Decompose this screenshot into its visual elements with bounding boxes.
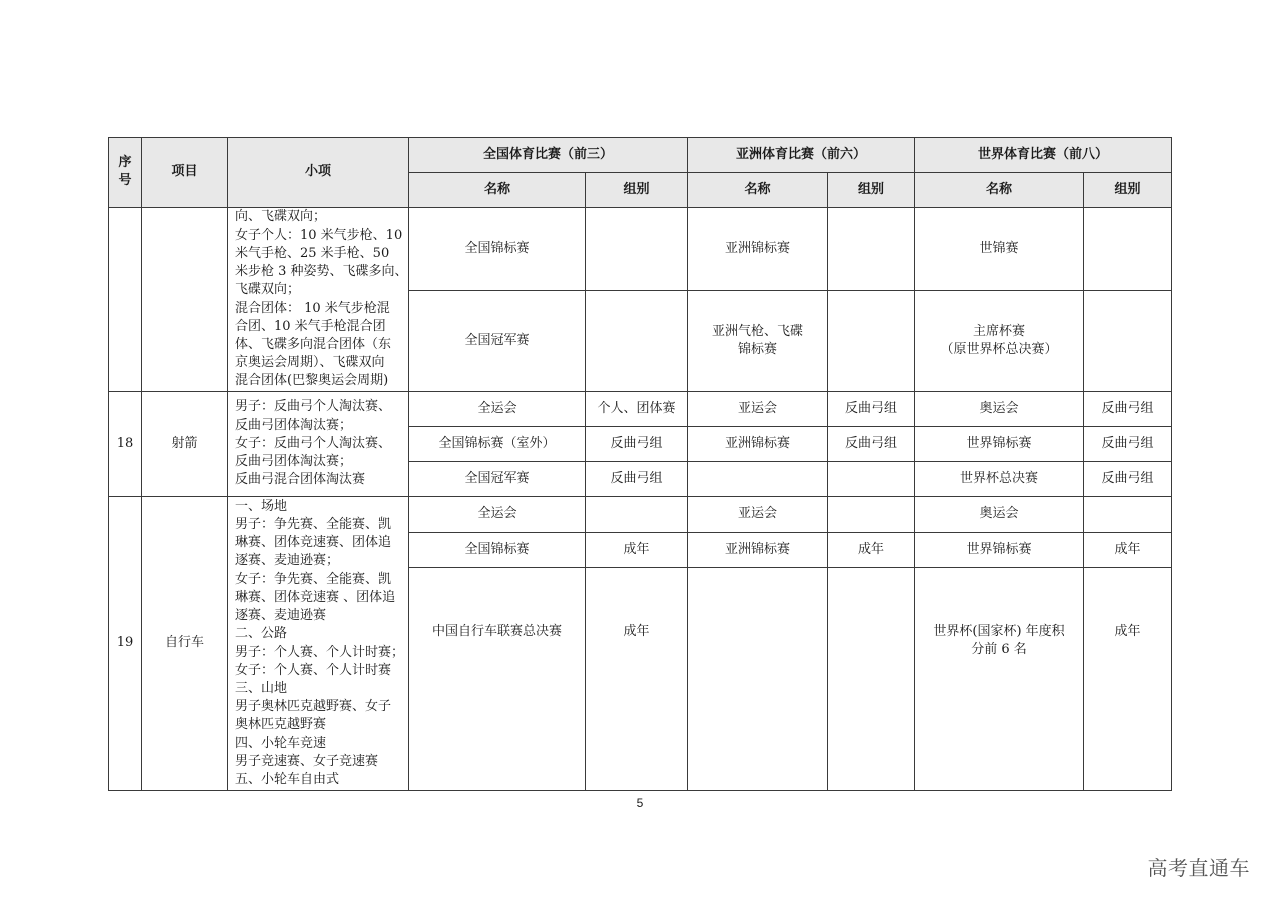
national-name-header: 名称 bbox=[409, 173, 586, 208]
national-group-cell bbox=[586, 497, 688, 533]
asia-name-cell: 亚运会 bbox=[688, 497, 828, 533]
asia-group-cell: 反曲弓组 bbox=[828, 427, 915, 462]
world-group-cell bbox=[1084, 497, 1172, 533]
asia-group-cell: 反曲弓组 bbox=[828, 392, 915, 427]
world-name-cell: 世界杯总决赛 bbox=[915, 462, 1084, 497]
asia-name-cell: 亚洲锦标赛 bbox=[688, 533, 828, 568]
national-name-cell: 全运会 bbox=[409, 497, 586, 533]
asia-competition-header: 亚洲体育比赛（前六） bbox=[688, 138, 915, 173]
world-name-cell: 世界锦标赛 bbox=[915, 427, 1084, 462]
national-group-cell: 成年 bbox=[586, 533, 688, 568]
world-name-cell: 奥运会 bbox=[915, 497, 1084, 533]
asia-name-cell: 亚运会 bbox=[688, 392, 828, 427]
asia-group-cell bbox=[828, 462, 915, 497]
national-name-cell: 全国锦标赛（室外） bbox=[409, 427, 586, 462]
world-name-cell: 世界杯(国家杯) 年度积 分前 6 名 bbox=[915, 568, 1084, 791]
national-group-cell: 个人、团体赛 bbox=[586, 392, 688, 427]
national-name-cell: 全国冠军赛 bbox=[409, 462, 586, 497]
national-name-cell: 全运会 bbox=[409, 392, 586, 427]
seq-cell bbox=[109, 208, 142, 392]
asia-name-cell bbox=[688, 568, 828, 791]
asia-name-cell: 亚洲锦标赛 bbox=[688, 427, 828, 462]
world-name-cell: 奥运会 bbox=[915, 392, 1084, 427]
national-name-cell: 全国锦标赛 bbox=[409, 533, 586, 568]
asia-name-cell: 亚洲气枪、飞碟 锦标赛 bbox=[688, 291, 828, 392]
world-name-header: 名称 bbox=[915, 173, 1084, 208]
sub-items-cell: 男子：反曲弓个人淘汰赛、 反曲弓团体淘汰赛； 女子：反曲弓个人淘汰赛、 反曲弓团体淘汰赛； 反曲弓混合团体淘汰赛 bbox=[228, 392, 409, 497]
event-cell: 射箭 bbox=[142, 392, 228, 497]
asia-group-cell bbox=[828, 568, 915, 791]
national-name-cell: 全国冠军赛 bbox=[409, 291, 586, 392]
national-group-cell bbox=[586, 291, 688, 392]
asia-name-cell: 亚洲锦标赛 bbox=[688, 208, 828, 291]
world-name-cell: 世界锦标赛 bbox=[915, 533, 1084, 568]
world-group-cell: 成年 bbox=[1084, 568, 1172, 791]
seq-header bbox=[109, 138, 142, 208]
national-group-cell: 反曲弓组 bbox=[586, 427, 688, 462]
events-table bbox=[108, 137, 1172, 791]
national-group-cell: 成年 bbox=[586, 568, 688, 791]
national-group-cell: 反曲弓组 bbox=[586, 462, 688, 497]
asia-name-header: 名称 bbox=[688, 173, 828, 208]
world-group-header: 组别 bbox=[1084, 173, 1172, 208]
national-group-header: 组别 bbox=[586, 173, 688, 208]
page-number: 5 bbox=[636, 796, 644, 810]
seq-cell: 19 bbox=[109, 497, 142, 791]
world-group-cell: 成年 bbox=[1084, 533, 1172, 568]
asia-group-cell bbox=[828, 291, 915, 392]
national-name-cell: 全国锦标赛 bbox=[409, 208, 586, 291]
watermark: 高考直通车 bbox=[1147, 858, 1250, 880]
sub-items-header: 小项 bbox=[228, 138, 409, 208]
header-row bbox=[109, 138, 1172, 173]
world-group-cell bbox=[1084, 208, 1172, 291]
event-cell bbox=[142, 208, 228, 392]
sub-items-cell: 一、场地 男子：争先赛、全能赛、凯 琳赛、团体竞速赛、团体追 逐赛、麦迪逊赛； 女子：争先赛、全能赛、凯 琳赛、团体竞速赛 、团体追 逐赛、麦迪逊赛 二、公路 男子：个人赛、个人计时赛； 女子：个人赛、个人计时赛 三、山地 男子奥林匹克越野赛、女子 奥林匹克越野赛 四、小轮车竞速 男子竞速赛、女子竞速赛 五、小轮车自由式 bbox=[228, 497, 409, 791]
world-name-cell: 主席杯赛 （原世界杯总决赛） bbox=[915, 291, 1084, 392]
world-group-cell: 反曲弓组 bbox=[1084, 427, 1172, 462]
seq-header-label: 序号 bbox=[118, 155, 132, 189]
world-competition-header: 世界体育比赛（前八） bbox=[915, 138, 1172, 173]
world-group-cell bbox=[1084, 291, 1172, 392]
sub-items-cell: 向、飞碟双向； 女子个人：10 米气步枪、10 米气手枪、25 米手枪、50 米步枪 3 种姿势、飞碟多向、 飞碟双向； 混合团体： 10 米气步枪混 合团、10 米气手枪混合团 体、飞碟多向混合团体（东 京奥运会周期）、飞碟双向 混合团体(巴黎奥运会周期) bbox=[228, 208, 409, 392]
asia-group-cell: 成年 bbox=[828, 533, 915, 568]
asia-group-cell bbox=[828, 497, 915, 533]
asia-name-cell bbox=[688, 462, 828, 497]
national-competition-header: 全国体育比赛（前三） bbox=[409, 138, 688, 173]
table-row bbox=[109, 497, 1172, 533]
national-name-cell: 中国自行车联赛总决赛 bbox=[409, 568, 586, 791]
event-header: 项目 bbox=[142, 138, 228, 208]
event-cell: 自行车 bbox=[142, 497, 228, 791]
table-row bbox=[109, 392, 1172, 427]
world-group-cell: 反曲弓组 bbox=[1084, 462, 1172, 497]
world-name-cell: 世锦赛 bbox=[915, 208, 1084, 291]
world-group-cell: 反曲弓组 bbox=[1084, 392, 1172, 427]
table-row bbox=[109, 208, 1172, 291]
asia-group-cell bbox=[828, 208, 915, 291]
seq-cell: 18 bbox=[109, 392, 142, 497]
asia-group-header: 组别 bbox=[828, 173, 915, 208]
national-group-cell bbox=[586, 208, 688, 291]
